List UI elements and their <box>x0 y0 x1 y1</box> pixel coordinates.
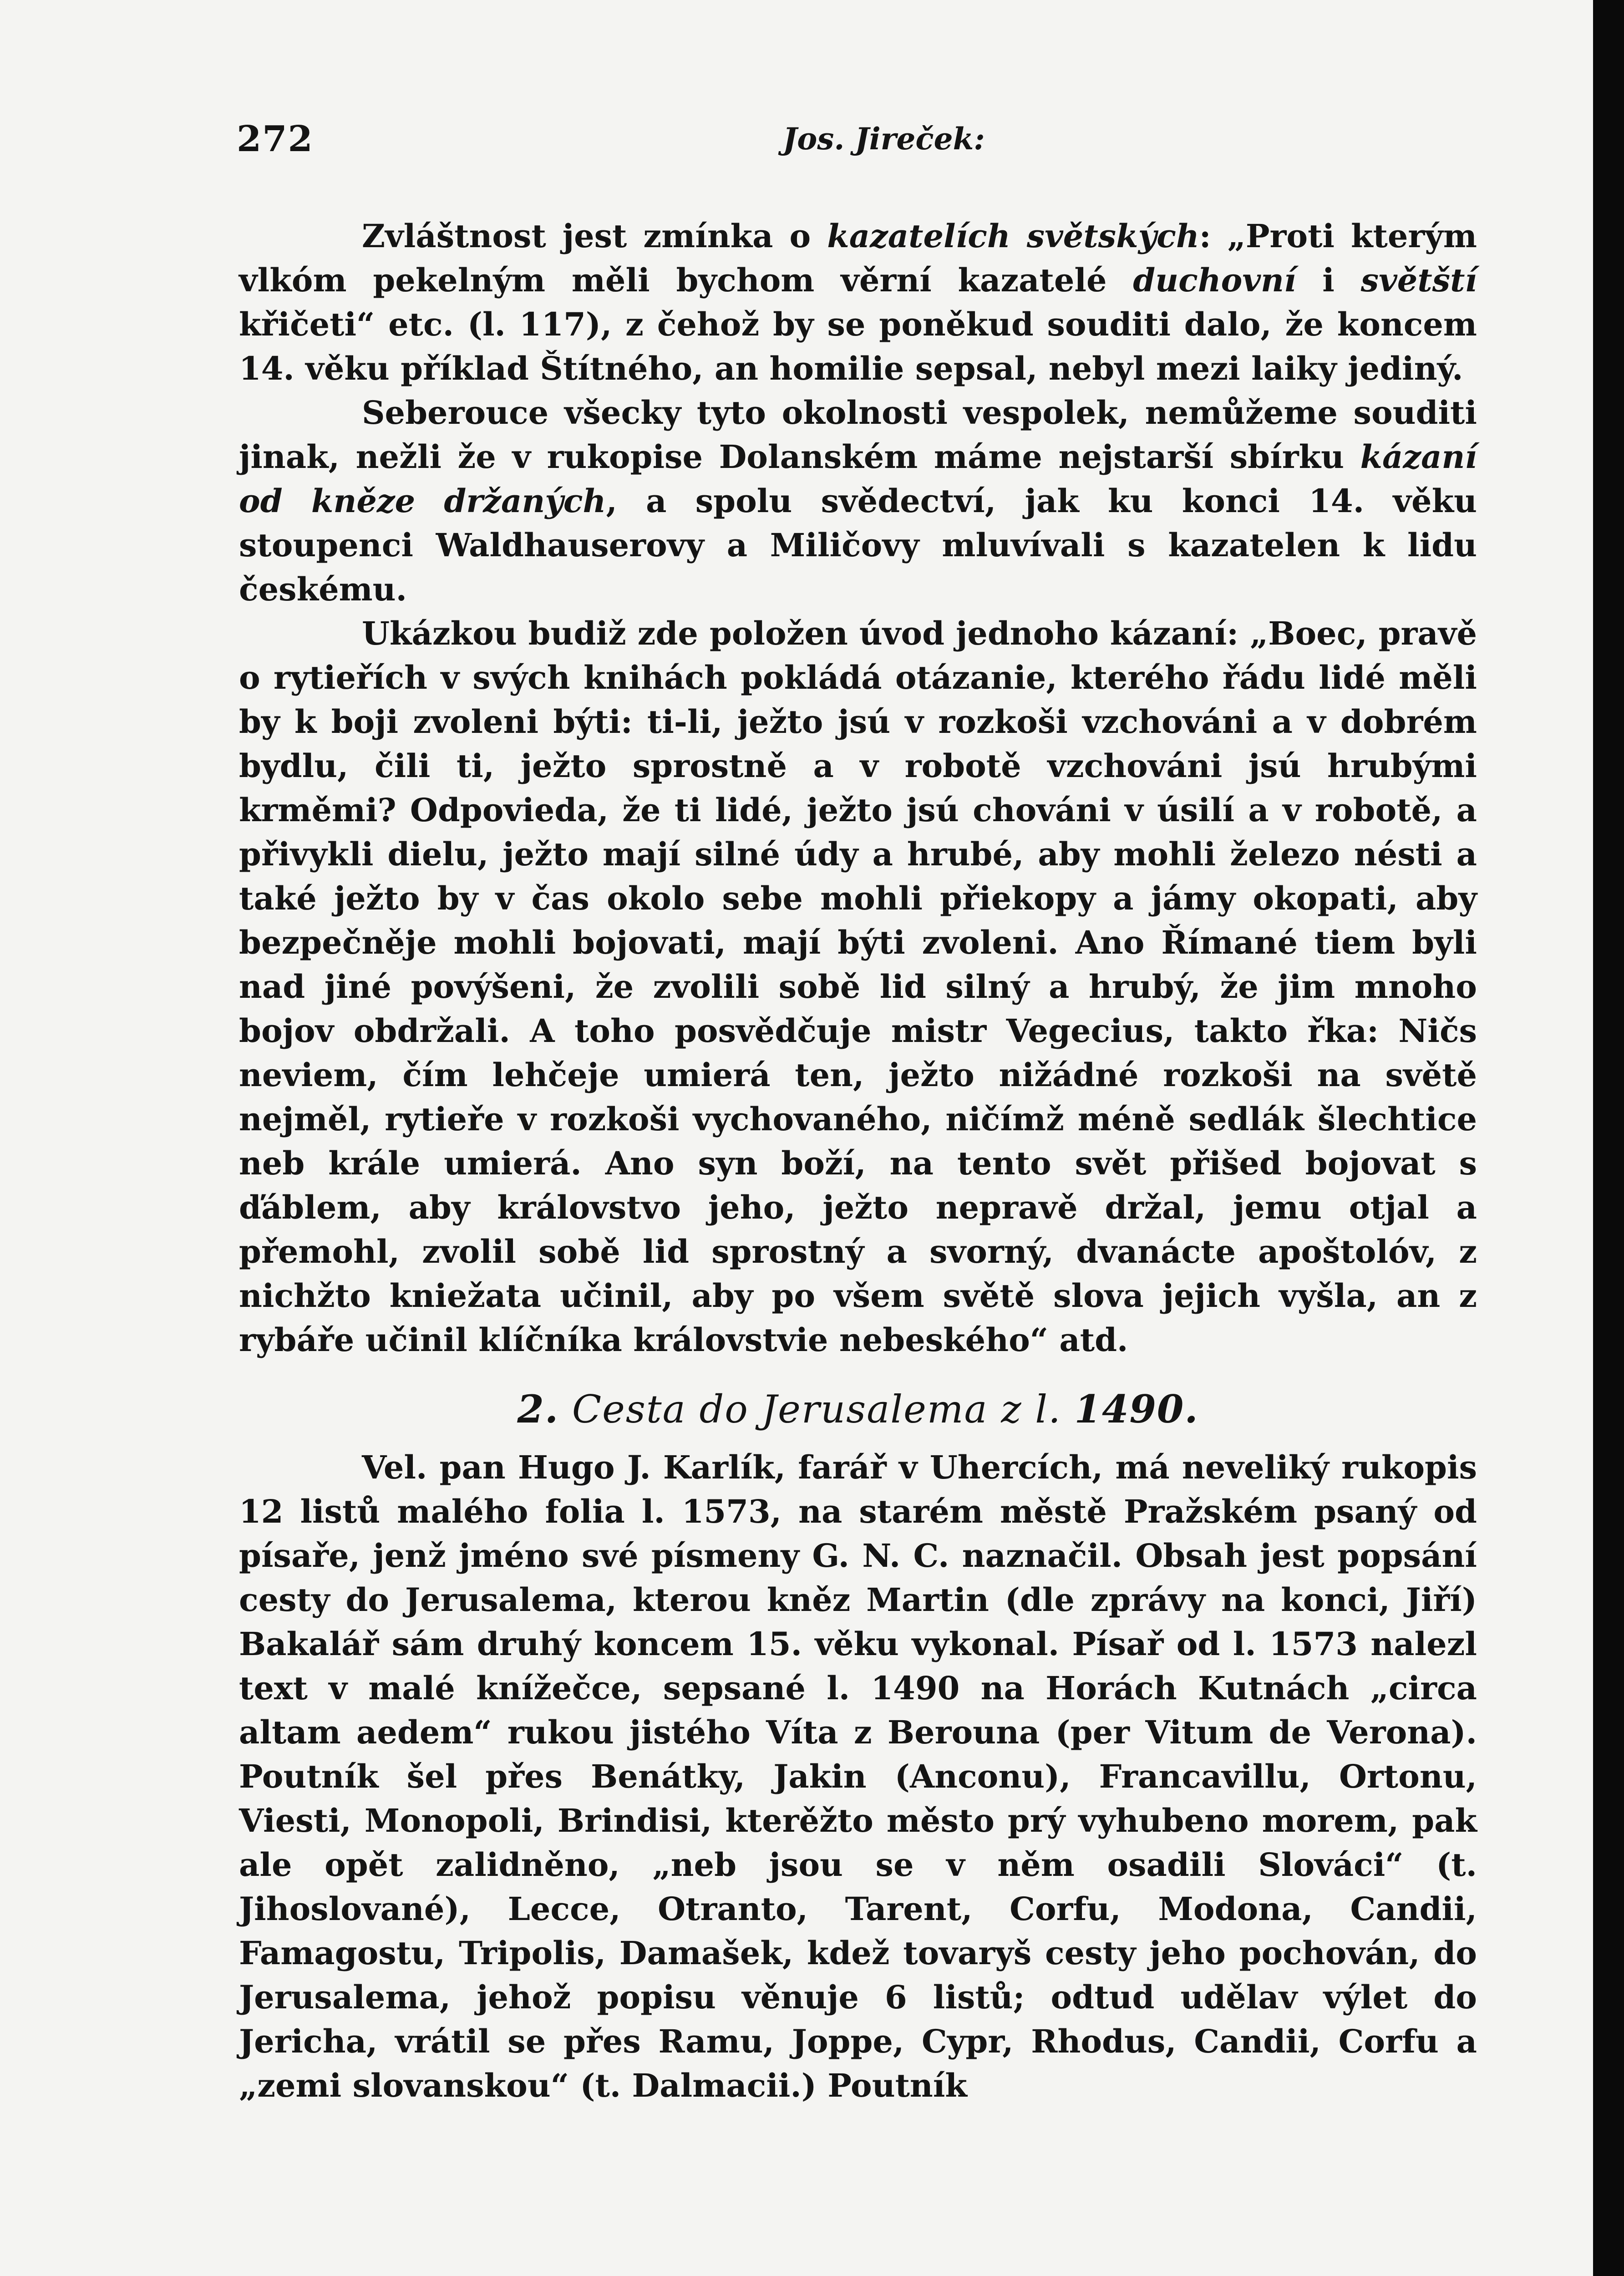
paragraph-2: Seberouce všecky tyto okolnosti vespolek, nemůžeme souditi jinak, nežli že v rukopise Dolanském máme nejstarší sbírku kázaní od kněze držaných, a spolu svědectví, jak ku konci 14. věku stoupenci Waldhauserovy a Miličovy mluvívali s kazatelen k lidu českému. <box>239 394 1477 608</box>
page-body <box>239 214 1477 2108</box>
page-number: 272 <box>237 118 314 160</box>
section-year: 1490. <box>1074 1387 1199 1432</box>
paragraph-1: Zvláštnost jest zmínka o kazatelích světských: „Proti kterým vlkóm pekelným měli bychom věrní kazatelé duchovní i světští křičeti“ etc. (l. 117), z čehož by se poněkud souditi dalo, že koncem 14. věku příklad Štítného, an homilie sepsal, nebyl mezi laiky jediný. <box>239 217 1477 387</box>
page-header <box>237 118 1493 173</box>
scan-edge <box>1593 0 1624 2276</box>
section-number: 2. <box>517 1387 559 1432</box>
section-heading <box>239 1387 1477 1432</box>
running-head: Jos. Jireček: <box>783 121 985 157</box>
paragraph-4: Vel. pan Hugo J. Karlík, farář v Uhercích, má neveliký rukopis 12 listů malého folia l. 1573, na starém městě Pražském psaný od písaře, jenž jméno své písmeny G. N. C. naznačil. Obsah jest popsání cesty do Jerusalema, kterou kněz Martin (dle zprávy na konci, Jiří) Bakalář sám druhý koncem 15. věku vykonal. Písař od l. 1573 nalezl text v malé knížečce, sepsané l. 1490 na Horách Kutnách „circa altam aedem“ rukou jistého Víta z Berouna (per Vitum de Verona). Poutník šel přes Benátky, Jakin (Anconu), Francavillu, Ortonu, Viesti, Monopoli, Brindisi, kterěžto město prý vyhubeno morem, pak ale opět zalidněno, „neb jsou se v něm osadili Slováci“ (t. Jihoslované), Lecce, Otranto, Tarent, Corfu, Modona, Candii, Famagostu, Tripolis, Damašek, kdež tovaryš cesty jeho pochován, do Jerusalema, jehož popisu věnuje 6 listů; odtud udělav výlet do Jericha, vrátil se přes Ramu, Joppe, Cypr, Rhodus, Candii, Corfu a „zemi slovanskou“ (t. Dalmacii.) Poutník <box>239 1448 1477 2104</box>
section-title: Cesta do Jerusalema z l. <box>572 1387 1075 1432</box>
paragraph-3: Ukázkou budiž zde položen úvod jednoho kázaní: „Boec, pravě o rytieřích v svých knihách pokládá otázanie, kterého řádu lidé měli by k boji zvoleni býti: ti-li, ježto jsú v rozkoši vzchováni a v dobrém bydlu, čili ti, ježto sprostně a v robotě vzchováni jsú hrubými krměmi? Odpovieda, že ti lidé, ježto jsú chováni v úsilí a v robotě, a přivykli dielu, ježto mají silné údy a hrubé, aby mohli železo nésti a také ježto by v čas okolo sebe mohli přiekopy a jámy okopati, aby bezpečněje mohli bojovati, mají býti zvoleni. Ano Římané tiem byli nad jiné povýšeni, že zvolili sobě lid silný a hrubý, že jim mnoho bojov obdržali. A toho posvědčuje mistr Vegecius, takto řka: Ničs neviem, čím lehčeje umierá ten, ježto nižádné rozkoši na světě nejměl, rytieře v rozkoši vychovaného, ničímž méně sedlák šlechtice neb krále umierá. Ano syn boží, na tento svět přišed bojovat s ďáblem, aby královstvo jeho, ježto nepravě držal, jemu otjal a přemohl, zvolil sobě lid sprostný a svorný, dvanácte apoštolóv, z nichžto kniežata učinil, aby po všem světě slova jejich vyšla, an z rybáře učinil klíčníka královstvie nebeského“ atd. <box>239 615 1477 1359</box>
